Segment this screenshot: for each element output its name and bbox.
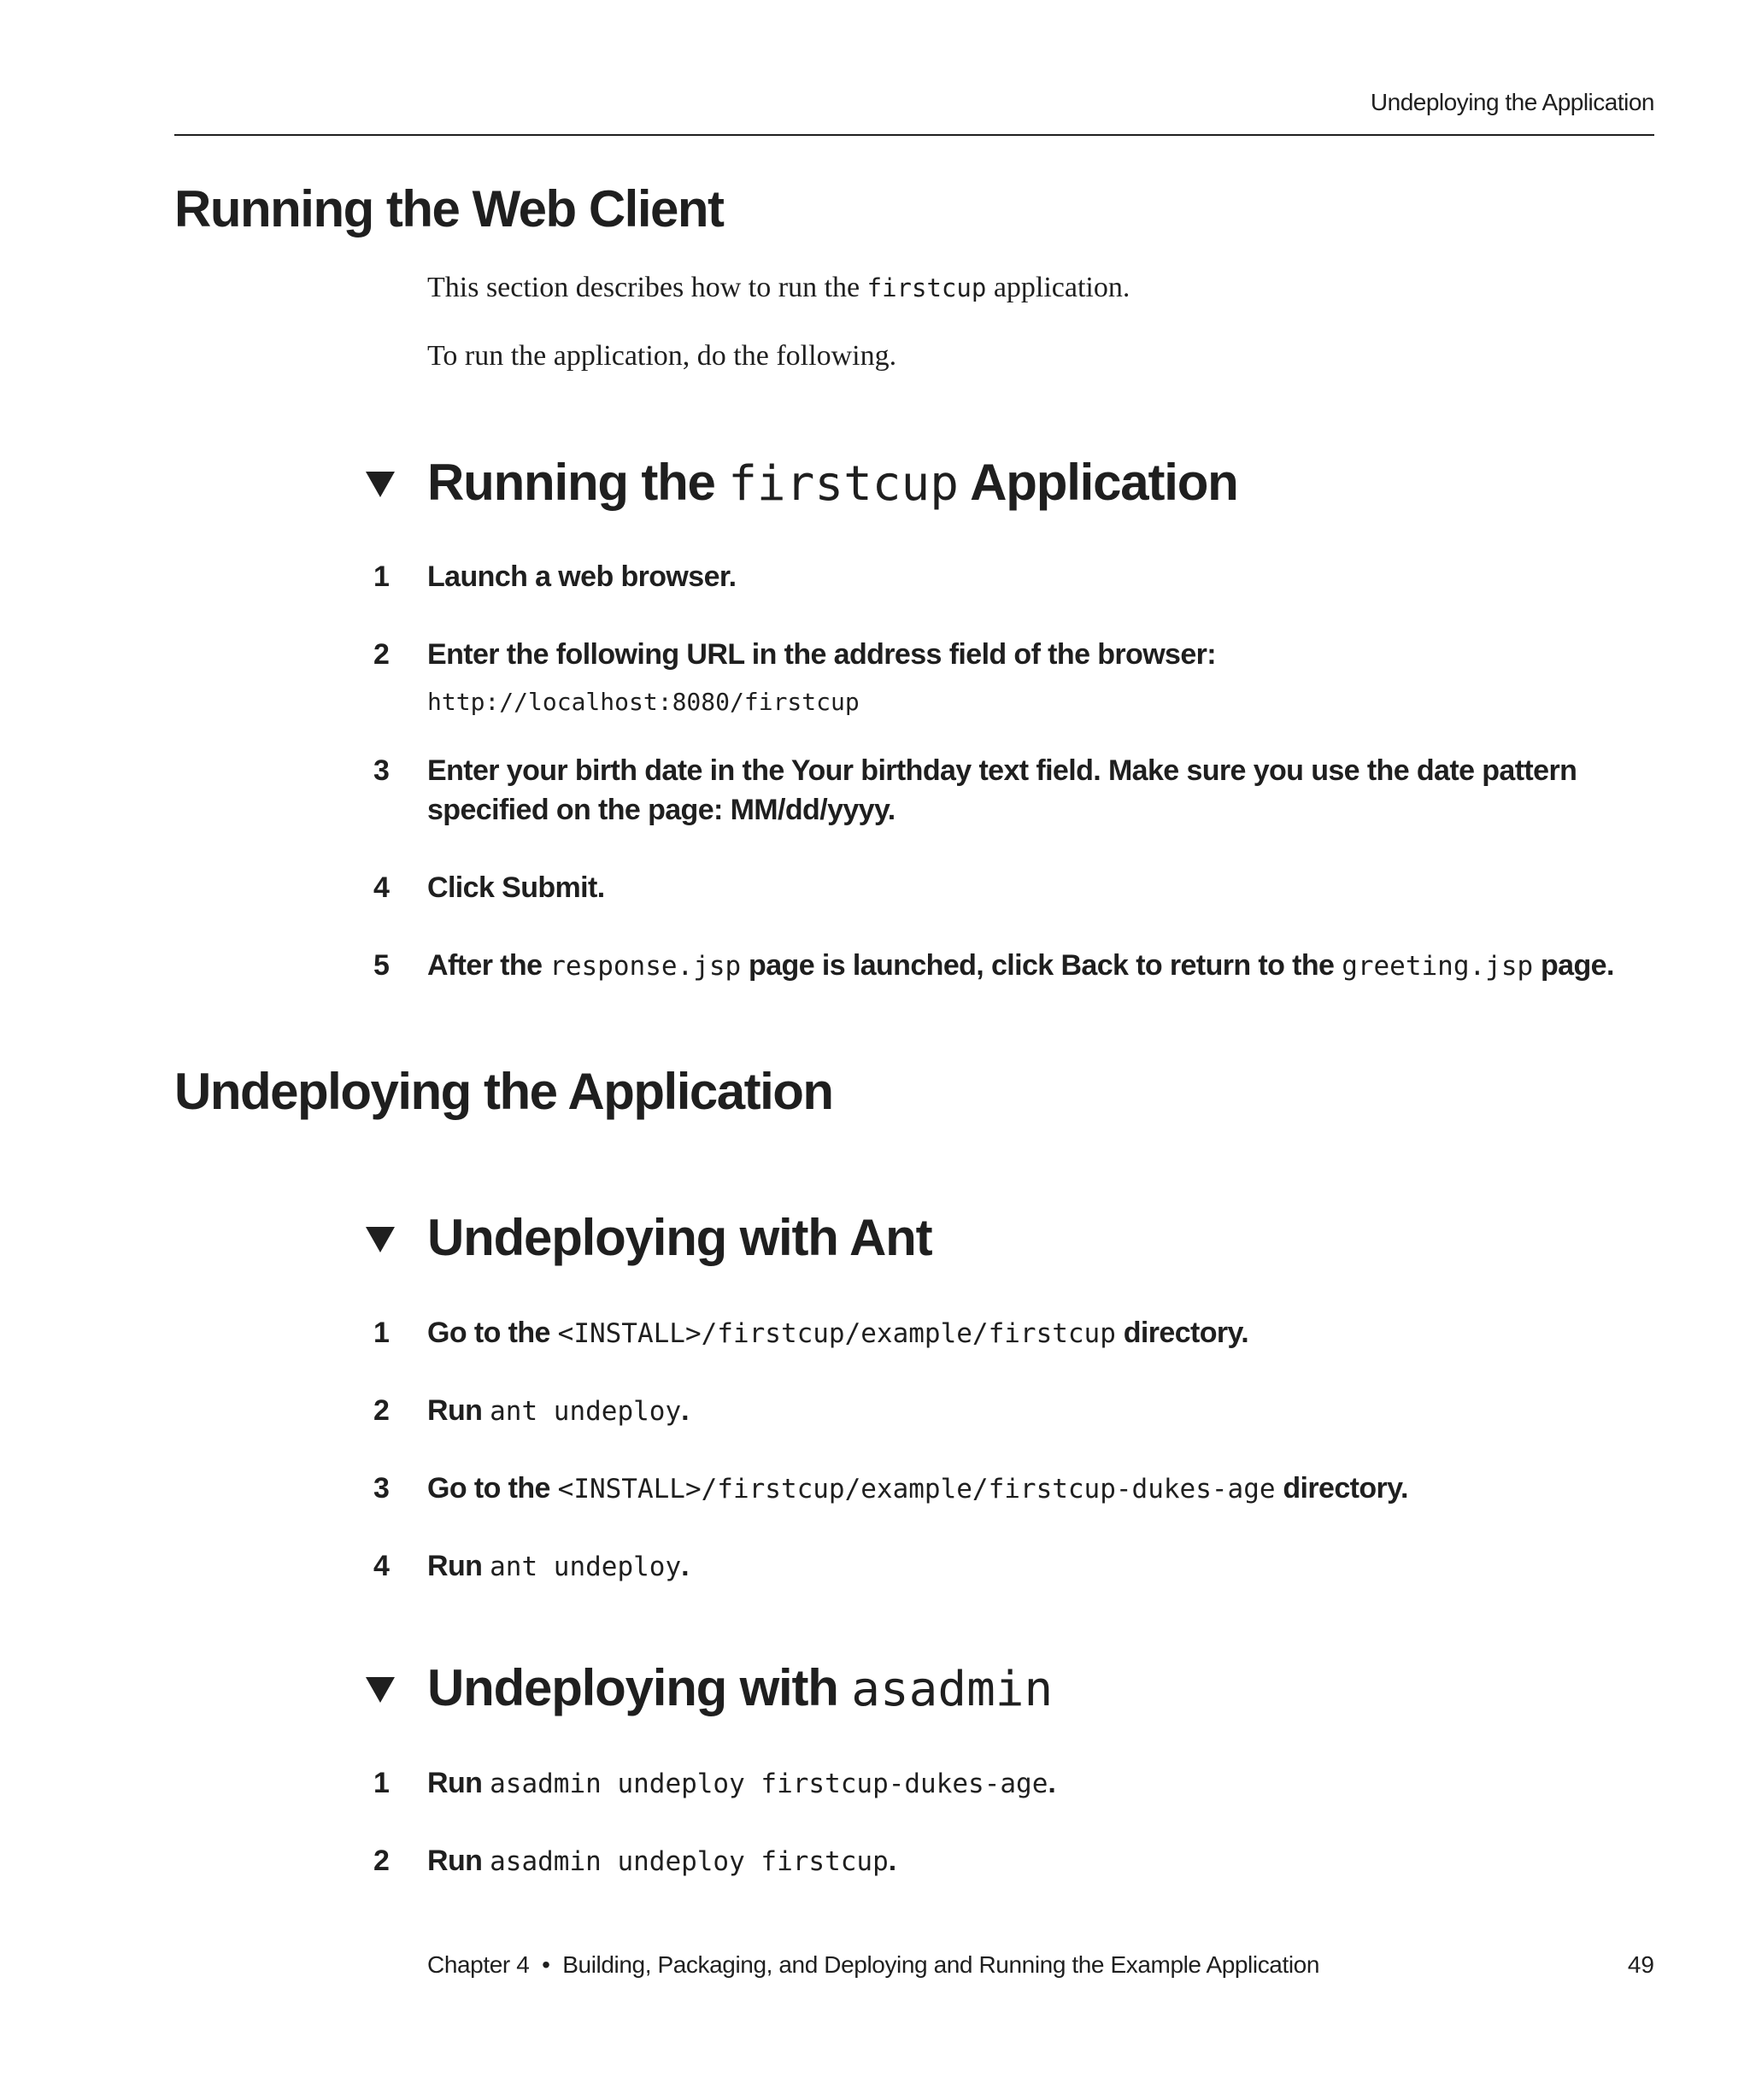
step-text: Click Submit. <box>427 871 605 904</box>
step-number: 5 <box>373 949 390 982</box>
inline-code: ant undeploy <box>490 1552 682 1582</box>
title-code: asadmin <box>851 1662 1054 1717</box>
step-text-part: Run <box>427 1394 490 1427</box>
inline-code: response.jsp <box>549 951 742 982</box>
step-text: Enter your birth date in the Your birthday text field. Make sure you use the date pattern specified on the page: MM/dd/yyyy. <box>427 754 1577 826</box>
intro-paragraph-2: To run the application, do the following. <box>427 340 897 372</box>
step-text <box>427 1763 1624 1804</box>
inline-code: <INSTALL>/firstcup/example/firstcup <box>557 1318 1116 1349</box>
step-text <box>427 1546 1624 1587</box>
step-text-part: . <box>681 1550 689 1582</box>
intro-text: application. <box>986 272 1130 303</box>
step-text-part: Run <box>427 1767 490 1799</box>
footer-chapter-title: Chapter 4 • Building, Packaging, and Deploying and Running the Example Application <box>427 1951 1320 1978</box>
inline-code: <INSTALL>/firstcup/example/firstcup-dukes-age <box>557 1474 1276 1505</box>
title-text: Running the <box>427 454 729 511</box>
step-number: 1 <box>373 1767 390 1799</box>
step-number: 2 <box>373 1394 390 1427</box>
procedure-title-running-firstcup <box>427 453 1238 512</box>
title-text: Application <box>958 454 1238 511</box>
step-text-part: Run <box>427 1845 490 1877</box>
inline-code: asadmin undeploy firstcup <box>490 1846 889 1877</box>
step-text <box>427 1313 1624 1353</box>
procedure-title-undeploy-asadmin <box>427 1658 1053 1717</box>
step-text-part: directory. <box>1115 1317 1249 1349</box>
step-text-part: Run <box>427 1550 490 1582</box>
procedure-triangle-icon <box>366 1227 395 1252</box>
step-text: Launch a web browser. <box>427 560 737 593</box>
step-text <box>427 1391 1624 1431</box>
step-text-part: directory. <box>1275 1472 1408 1505</box>
intro-paragraph-1 <box>427 272 1130 304</box>
step-text-part: After the <box>427 949 550 982</box>
intro-text: This section describes how to run the <box>427 272 867 303</box>
step-text <box>427 1469 1624 1509</box>
inline-code: firstcup <box>866 273 987 302</box>
step-text: Enter the following URL in the address field of the browser: <box>427 638 1217 671</box>
procedure-triangle-icon <box>366 1677 395 1703</box>
step-text-part: Go to the <box>427 1317 558 1349</box>
procedure-title-undeploy-ant: Undeploying with Ant <box>427 1209 932 1266</box>
code-url: http://localhost:8080/firstcup <box>427 688 860 716</box>
inline-code: asadmin undeploy firstcup-dukes-age <box>490 1769 1048 1799</box>
step-number: 2 <box>373 638 390 671</box>
title-text: Undeploying with <box>427 1659 852 1716</box>
step-number: 1 <box>373 560 390 593</box>
procedure-triangle-icon <box>366 472 395 497</box>
step-number: 3 <box>373 1472 390 1505</box>
section-title-running-web-client: Running the Web Client <box>174 180 724 238</box>
step-number: 2 <box>373 1845 390 1877</box>
step-text-part: Go to the <box>427 1472 558 1505</box>
inline-code: ant undeploy <box>490 1396 682 1427</box>
step-number: 4 <box>373 1550 390 1582</box>
step-text-part: . <box>1048 1767 1056 1799</box>
inline-code: greeting.jsp <box>1342 951 1534 982</box>
header-rule <box>174 134 1654 136</box>
step-text-part: . <box>888 1845 896 1877</box>
section-title-undeploying: Undeploying the Application <box>174 1063 833 1120</box>
step-number: 1 <box>373 1317 390 1349</box>
step-text-part: . <box>681 1394 689 1427</box>
step-number: 4 <box>373 871 390 904</box>
step-text <box>427 1841 1624 1881</box>
step-text-part: page is launched, click Back to return to the <box>741 949 1342 982</box>
footer-page-number: 49 <box>1627 1951 1654 1978</box>
title-code: firstcup <box>728 456 959 512</box>
step-number: 3 <box>373 754 390 787</box>
step-text <box>427 946 1624 986</box>
running-header: Undeploying the Application <box>1370 89 1654 115</box>
step-text-part: page. <box>1533 949 1614 982</box>
